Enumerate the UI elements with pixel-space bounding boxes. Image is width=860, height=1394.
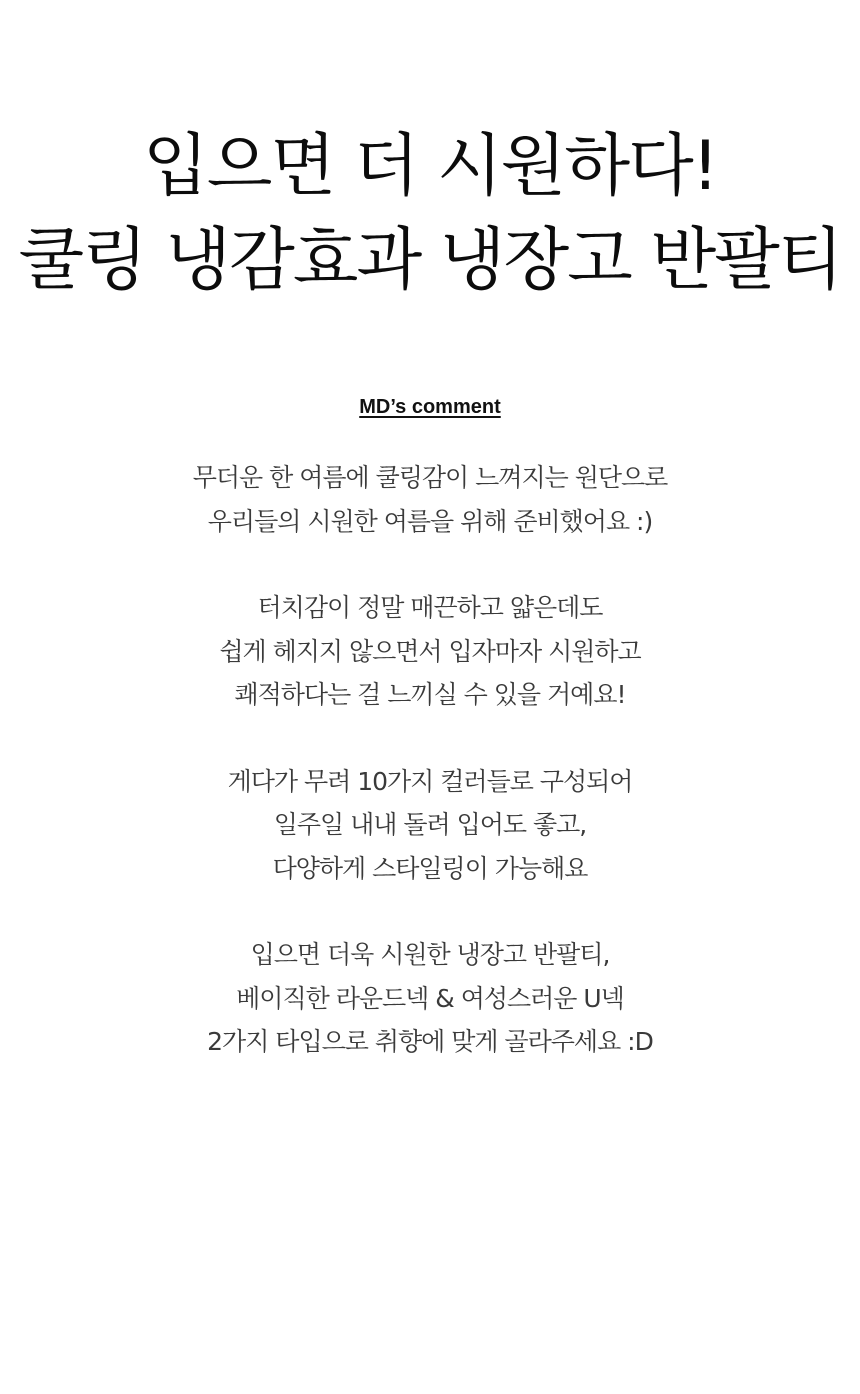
comment-paragraph-4	[0, 933, 860, 1064]
comment-line: 다양하게 스타일링이 가능해요	[272, 853, 588, 883]
headline-line-1: 입으면 더 시원하다!	[143, 127, 717, 206]
headline-line-2: 쿨링 냉감효과 냉장고 반팔티	[18, 221, 842, 300]
md-comment-label: MD’s comment	[359, 396, 501, 418]
page-headline	[0, 120, 860, 308]
comment-line: 일주일 내내 돌려 입어도 좋고,	[273, 810, 587, 839]
comment-line: 2가지 타입으로 취향에 맞게 골라주세요 :D	[207, 1027, 653, 1056]
comment-line: 베이직한 라운드넥 & 여성스러운 U넥	[236, 983, 624, 1013]
md-comment-body	[0, 456, 860, 1064]
comment-line: 쾌적하다는 걸 느끼실 수 있을 거예요!	[234, 680, 626, 709]
comment-line: 우리들의 시원한 여름을 위해 준비했어요 :)	[207, 506, 653, 536]
comment-line: 게다가 무려 10가지 컬러들로 구성되어	[227, 766, 633, 796]
md-comment-heading	[0, 394, 860, 420]
comment-paragraph-1	[0, 456, 860, 543]
comment-paragraph-3	[0, 760, 860, 891]
comment-line: 무더운 한 여름에 쿨링감이 느껴지는 원단으로	[192, 463, 668, 492]
comment-line: 터치감이 정말 매끈하고 얇은데도	[257, 593, 603, 622]
comment-paragraph-2	[0, 586, 860, 717]
comment-line: 쉽게 헤지지 않으면서 입자마자 시원하고	[219, 636, 641, 666]
comment-line: 입으면 더욱 시원한 냉장고 반팔티,	[250, 940, 610, 969]
